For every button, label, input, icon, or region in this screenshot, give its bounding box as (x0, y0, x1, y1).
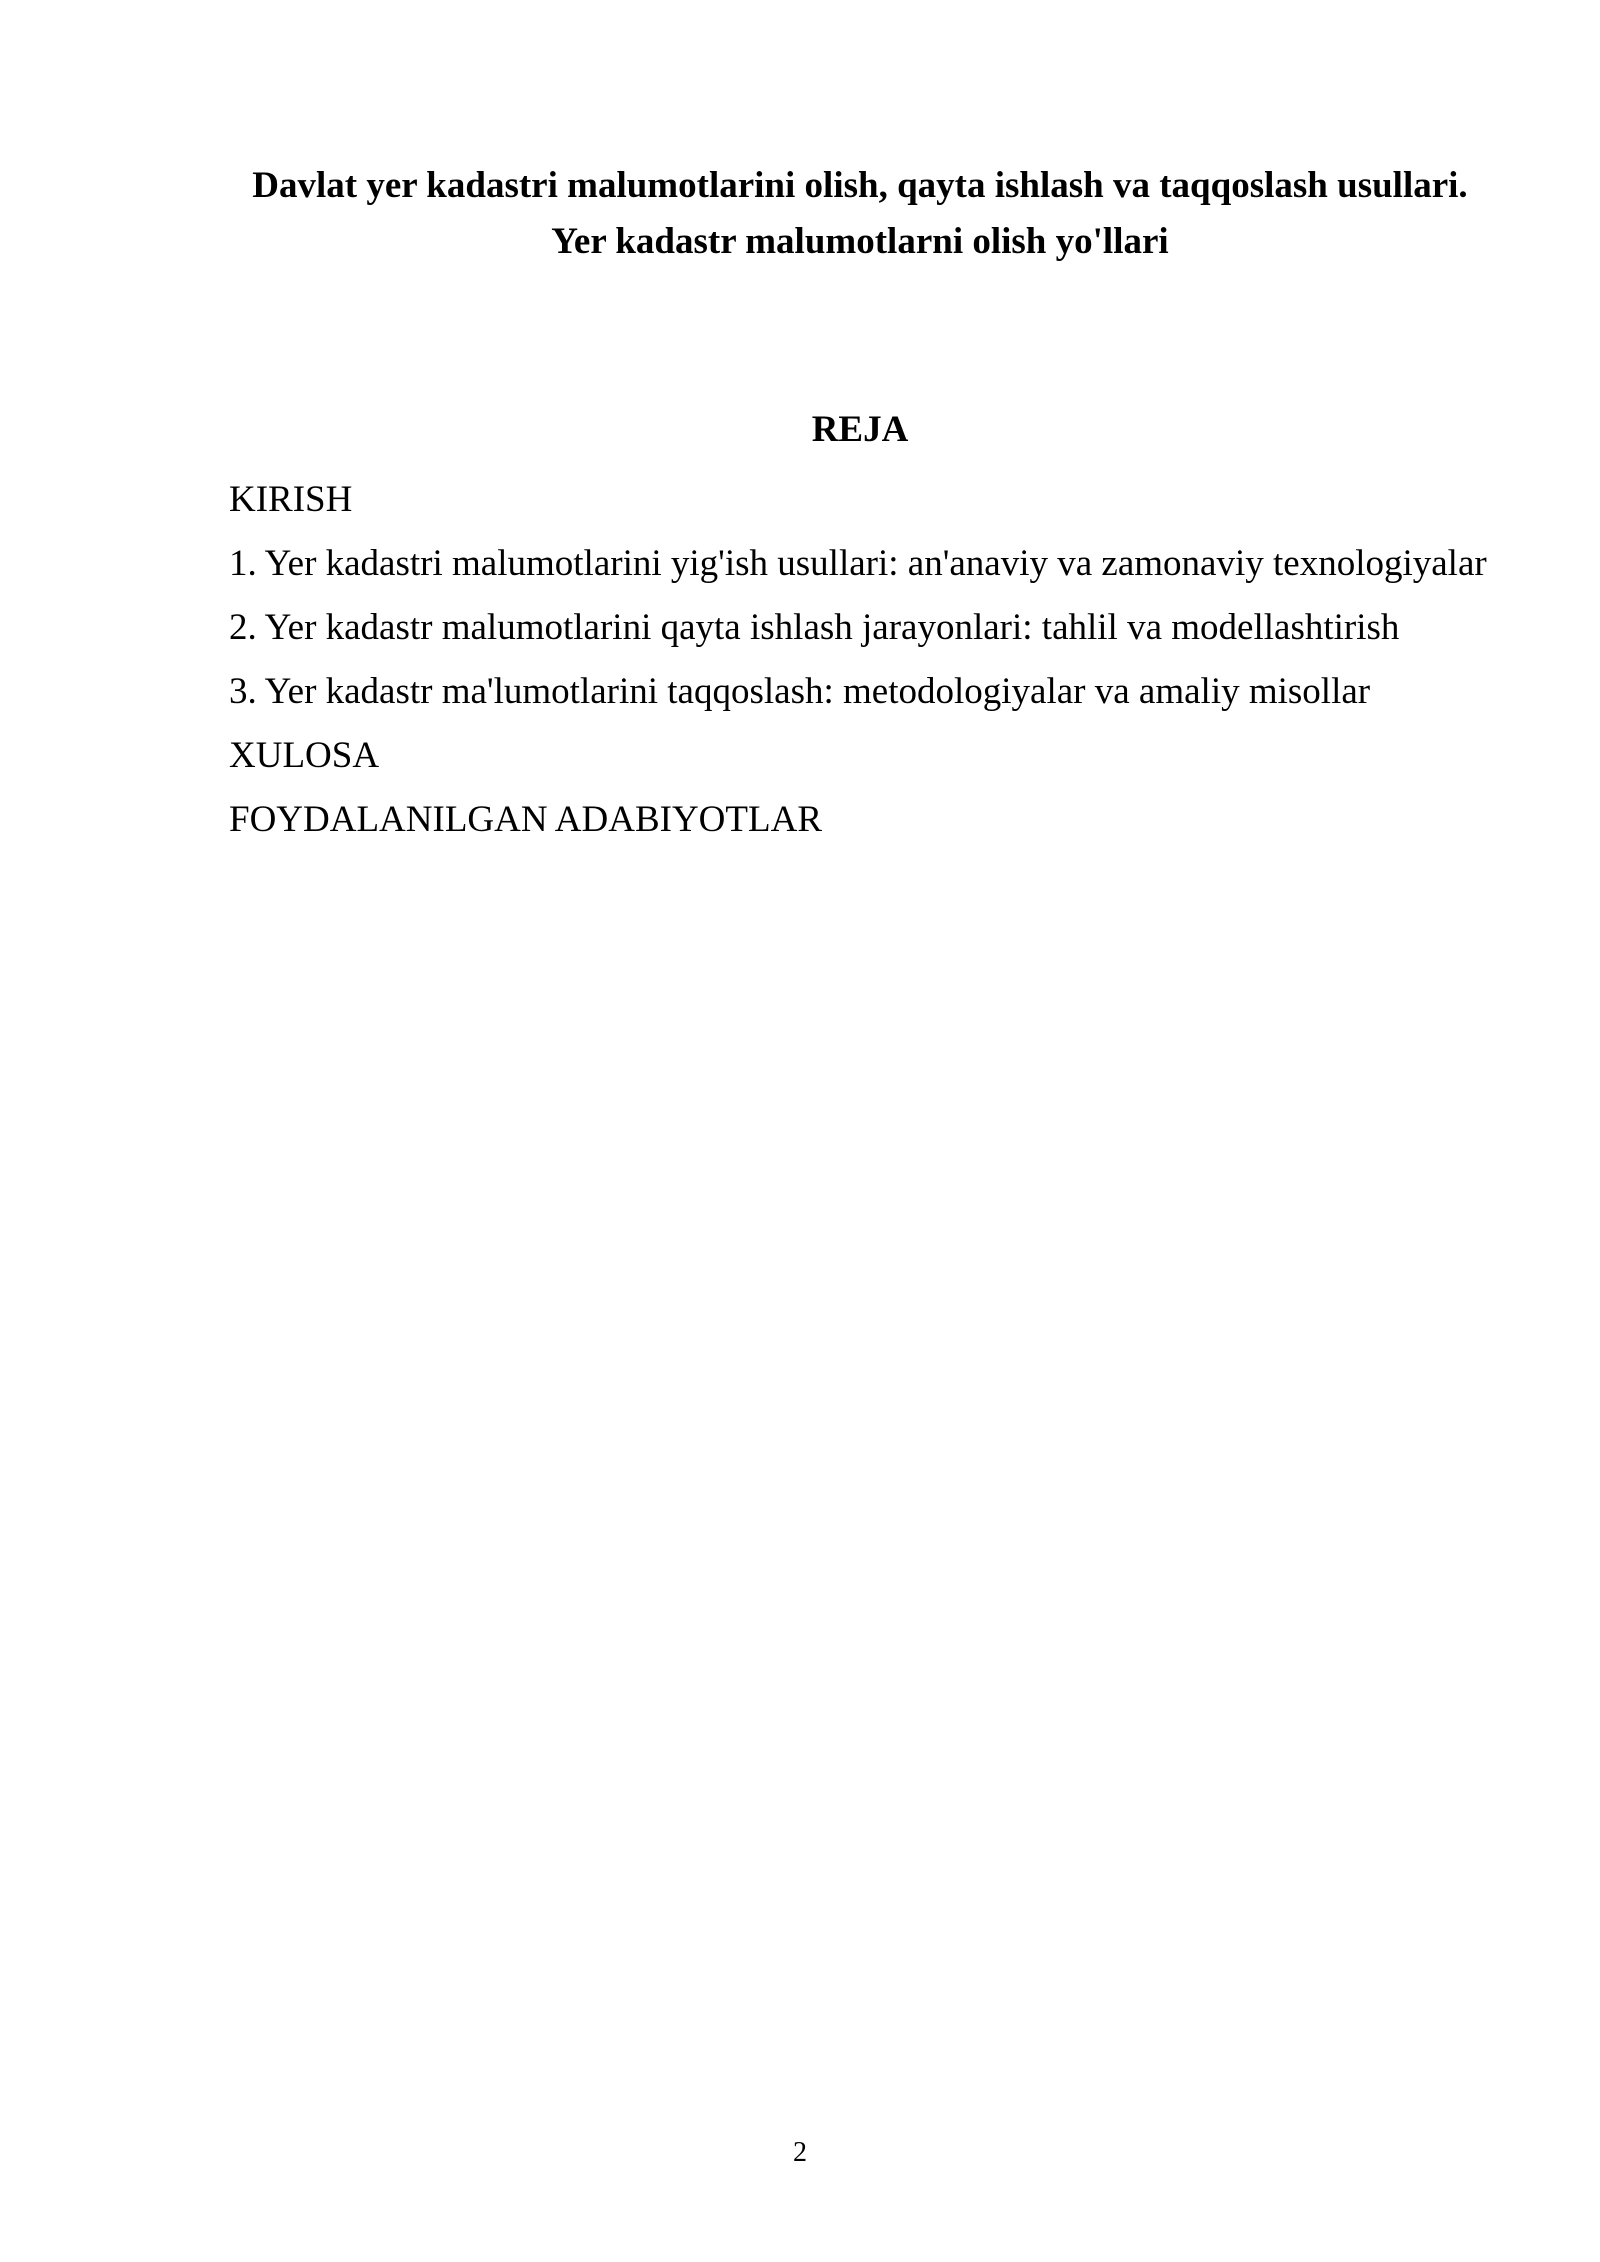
plan-item-conclusion: XULOSA (229, 735, 380, 776)
plan-item-1: 1. Yer kadastri malumotlarini yig'ish usullari: an'anaviy va zamonaviy texnologiyalar (229, 543, 1487, 584)
document-title-line-2: Yer kadastr malumotlarni olish yo'llari (551, 221, 1169, 262)
plan-item-introduction: KIRISH (229, 479, 353, 520)
plan-item-3: 3. Yer kadastr ma'lumotlarini taqqoslash: metodologiyalar va amaliy misollar (229, 671, 1371, 712)
document-title (200, 158, 1520, 270)
document-title-line-1: Davlat yer kadastri malumotlarini olish, qayta ishlash va taqqoslash usullari. (252, 165, 1468, 206)
plan-list (229, 472, 1499, 856)
page-number: 2 (793, 2137, 807, 2168)
plan-heading: REJA (811, 409, 909, 450)
plan-item-references: FOYDALANILGAN ADABIYOTLAR (229, 799, 822, 840)
plan-item-2: 2. Yer kadastr malumotlarini qayta ishlash jarayonlari: tahlil va modellashtirish (229, 607, 1400, 648)
